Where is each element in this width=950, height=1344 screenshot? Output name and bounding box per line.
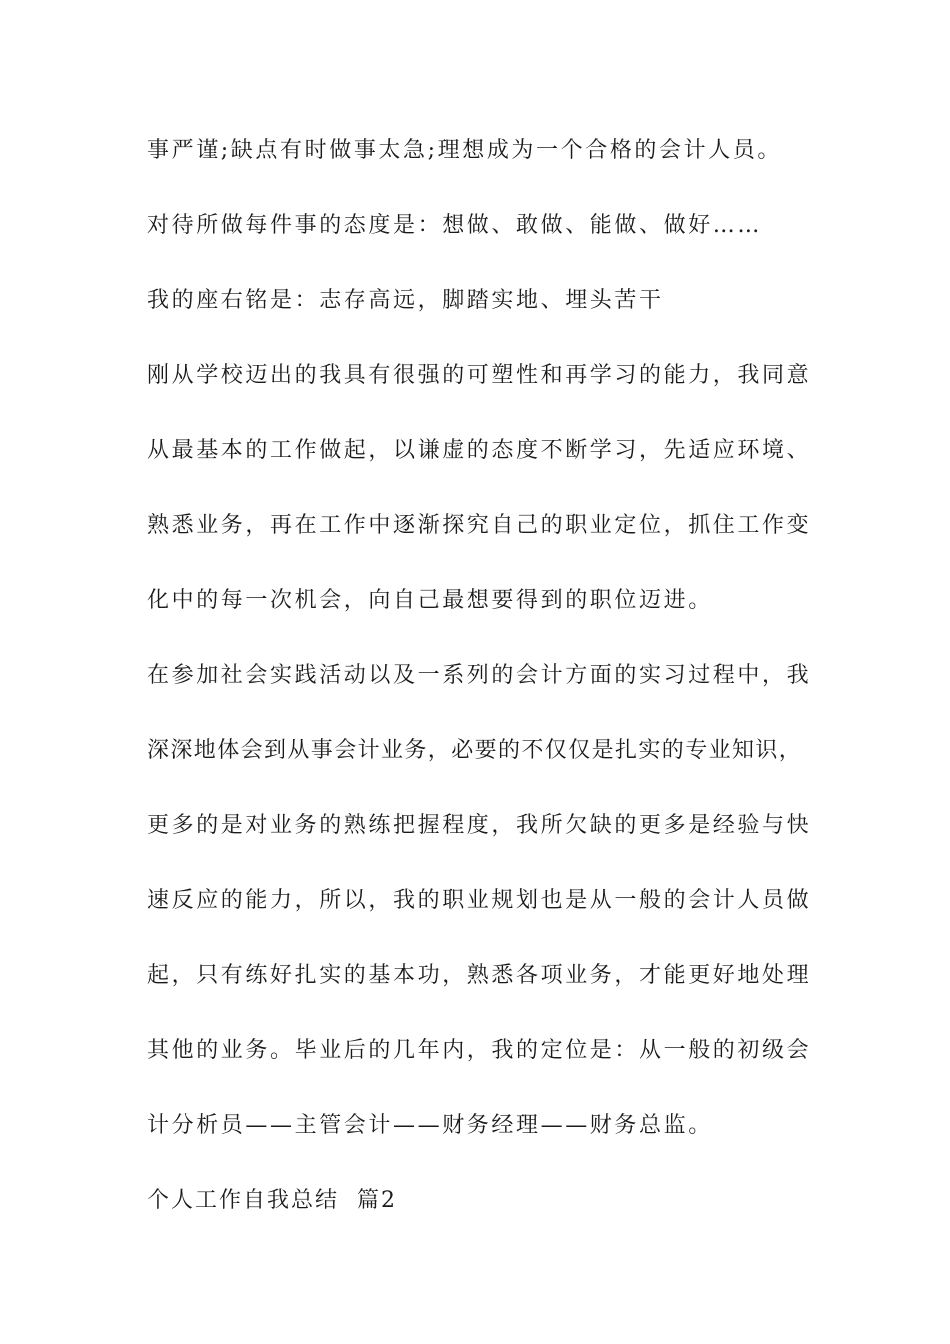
paragraph-line: 深深地体会到从事会计业务，必要的不仅仅是扎实的专业知识， [147, 738, 803, 763]
section-heading: 个人工作自我总结 篇2 [147, 1188, 397, 1213]
paragraph-line: 刚从学校迈出的我具有很强的可塑性和再学习的能力，我同意 [147, 363, 812, 388]
paragraph-line: 起，只有练好扎实的基本功，熟悉各项业务，才能更好地处理 [147, 963, 812, 988]
paragraph-line: 对待所做每件事的态度是：想做、敢做、能做、做好…… [147, 213, 763, 238]
paragraph-line: 在参加社会实践活动以及一系列的会计方面的实习过程中，我 [147, 663, 812, 688]
paragraph-line: 事严谨;缺点有时做事太急;理想成为一个合格的会计人员。 [147, 138, 783, 163]
paragraph-line: 化中的每一次机会，向自己最想要得到的职位迈进。 [147, 588, 713, 613]
paragraph-line: 熟悉业务，再在工作中逐渐探究自己的职业定位，抓住工作变 [147, 513, 812, 538]
paragraph-line: 更多的是对业务的熟练把握程度，我所欠缺的更多是经验与快 [147, 813, 812, 838]
paragraph-line: 其他的业务。毕业后的几年内，我的定位是：从一般的初级会 [147, 1038, 812, 1063]
paragraph-line: 我的座右铭是：志存高远，脚踏实地、埋头苦干 [147, 288, 664, 313]
paragraph-line: 计分析员——主管会计——财务经理——财务总监。 [147, 1113, 713, 1138]
paragraph-line: 从最基本的工作做起，以谦虚的态度不断学习，先适应环境、 [147, 438, 812, 463]
paragraph-line: 速反应的能力，所以，我的职业规划也是从一般的会计人员做 [147, 888, 812, 913]
